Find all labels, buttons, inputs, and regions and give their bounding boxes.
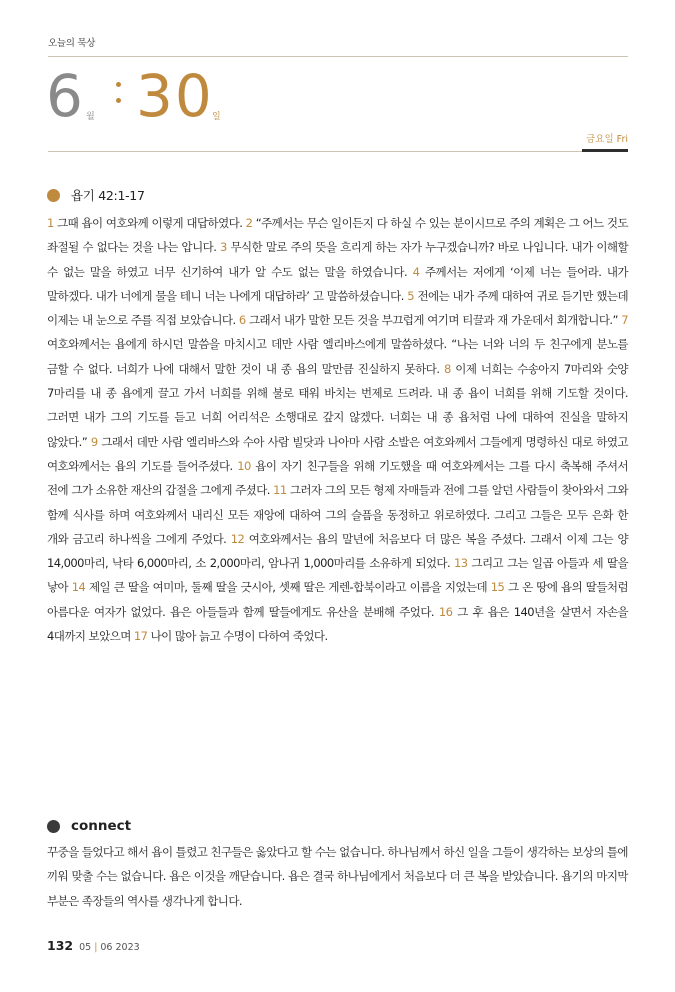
verse-number: 8	[443, 361, 451, 376]
verse-number: 11	[273, 483, 287, 498]
month-number: 6	[46, 62, 83, 130]
connect-text: 꾸중을 들었다고 해서 욥이 틀렸고 친구들은 옳았다고 할 수는 없습니다. 하나님께서 하신 일을 그들이 생각하는 보상의 틀에 끼워 맞출 수는 없습니다. 욥은 이것을 깨닫습니다. 욥은 결국 하나님에게서 처음보다 더 큰 복을 받았습니다. 욥기의 마지막 부분은 족장들의 역사를 생각나게 합니다.	[47, 845, 628, 908]
top-divider	[48, 56, 628, 57]
verse-text: 주께서는 저에게 ‘이제 너는 들어라. 내가 말하겠다. 내가 너에게 물을 테니 너는 나에게 대답하라’ 고 말씀하셨습니다.	[47, 264, 628, 303]
verse-number: 5	[407, 288, 415, 303]
verse	[239, 313, 618, 327]
month-unit: 월	[86, 112, 95, 122]
verse-number: 13	[453, 556, 468, 571]
verse-number: 12	[230, 531, 245, 546]
verse-text: 무식한 말로 주의 뜻을 흐리게 하는 자가 누구겠습니까? 바로 나입니다. 내가 이해할 수 없는 말을 하였고 너무 신기하여 내가 알 수도 없는 말을 하였습니다.	[47, 240, 629, 279]
day-unit: 일	[212, 112, 221, 122]
verse-number: 16	[438, 604, 453, 619]
verse-number: 3	[220, 240, 227, 255]
colon-icon	[116, 82, 122, 114]
day-number: 30	[136, 62, 214, 130]
page-footer	[47, 938, 140, 953]
connect-title: connect	[71, 818, 132, 834]
section-label: 오늘의 묵상	[48, 38, 96, 49]
verse-text: 이제 너희는 수송아지 7마리와 숫양 7마리를 내 종 욥에게 끌고 가서 너희를 위해 불로 태워 바치는 번제로 드려라. 내 종 욥이 너희를 위해 기도할 것이다. 그러면 내가 그의 기도를 듣고 너희 어리석은 소행대로 갚지 않겠다. 너희는 내 종 욥처럼 나에 대하여 진실을 말하지 않았다.”	[47, 361, 628, 449]
divider-accent	[582, 149, 628, 152]
connect-heading	[47, 818, 131, 834]
verse-number: 4	[412, 264, 420, 279]
bullet-dot-icon	[47, 189, 60, 202]
page-number: 132	[47, 938, 74, 953]
verse-number: 1	[47, 216, 54, 230]
verse-number: 14	[71, 580, 86, 595]
issue-date: 05 | 06 2023	[79, 942, 140, 953]
verse-text: 여호와께서는 욥의 말년에 처음보다 더 많은 복을 주셨다. 그래서 이제 그는 양 14,000마리, 낙타 6,000마리, 소 2,000마리, 암나귀 1,000마리를 소유하게 되었다.	[47, 531, 629, 571]
verse-text: 나이 많아 늙고 수명이 다하여 죽었다.	[150, 629, 328, 644]
verse-number: 10	[237, 458, 251, 473]
verse	[134, 629, 328, 643]
scripture-reference: 욥기 42:1-17	[71, 188, 145, 203]
verse-number: 15	[490, 580, 505, 595]
verse-text: 욥이 자기 친구들을 위해 기도했을 때 여호와께서는 그를 다시 축복해 주셔서 전에 그가 소유한 재산의 갑절을 그에게 주셨다.	[47, 458, 629, 498]
verse-text: 그래서 데만 사람 엘리바스와 수아 사람 빌닷과 나아마 사람 소발은 여호와께서 그들에게 명령하신 대로 하였고 여호와께서는 욥의 기도를 들어주셨다.	[47, 434, 628, 473]
verse-text: 그 후 욥은 140년을 살면서 자손을 4대까지 보았으며	[47, 604, 629, 644]
verse-text: 그리고 그는 일곱 아들과 세 딸을 낳아	[47, 556, 629, 595]
weekday-label: 금요일 Fri	[586, 134, 628, 145]
verse-text: 여호와께서는 욥에게 하시던 말씀을 마치시고 데만 사람 엘리바스에게 말씀하셨다. “나는 너와 너의 두 친구에게 분노를 금할 수 없다. 너희가 나에 대해서 말한 것이 내 종 욥의 말만큼 진실하지 못하다.	[47, 337, 628, 376]
verse-number: 6	[238, 313, 246, 328]
header-divider	[48, 151, 628, 152]
verse-text: “주께서는 무슨 일이든지 다 하실 수 있는 분이시므로 주의 계획은 그 어느 것도 좌절될 수 없다는 것을 나는 압니다.	[47, 216, 628, 255]
verse-text: 그러자 그의 모든 형제 자매들과 전에 그를 알던 사람들이 찾아와서 그와 함께 식사를 하며 여호와께서 내리신 모든 재앙에 대하여 그의 슬픔을 동정하고 위로하였다. 그리고 그들은 모두 은화 한 개와 금고리 하나씩을 그에게 주었다.	[47, 483, 629, 546]
verse-number: 7	[621, 313, 629, 328]
verse-number: 17	[133, 629, 148, 644]
verse-number: 9	[90, 434, 98, 449]
scripture-heading	[47, 186, 145, 204]
scripture-passage	[47, 211, 628, 648]
verse	[72, 580, 487, 594]
bullet-dot-icon	[47, 820, 60, 833]
verse-text: 그래서 내가 말한 모든 것을 부끄럽게 여기며 티끌과 재 가운데서 회개합니다.”	[249, 313, 618, 328]
verse-text: 그 온 땅에 욥의 딸들처럼 아름다운 여자가 없었다. 욥은 아들들과 함께 딸들에게도 유산을 분배해 주었다.	[47, 580, 629, 619]
verse	[47, 216, 242, 230]
verse-text: 전에는 내가 주께 대하여 귀로 듣기만 했는데 이제는 내 눈으로 주를 직접 보았습니다.	[47, 288, 628, 328]
verse-text: 그때 욥이 여호와께 이렇게 대답하였다.	[57, 216, 243, 230]
verse-text: 제일 큰 딸을 여미마, 둘째 딸을 긋시아, 셋째 딸은 게렌-합북이라고 이름을 지었는데	[88, 580, 488, 595]
verse-number: 2	[245, 216, 253, 230]
